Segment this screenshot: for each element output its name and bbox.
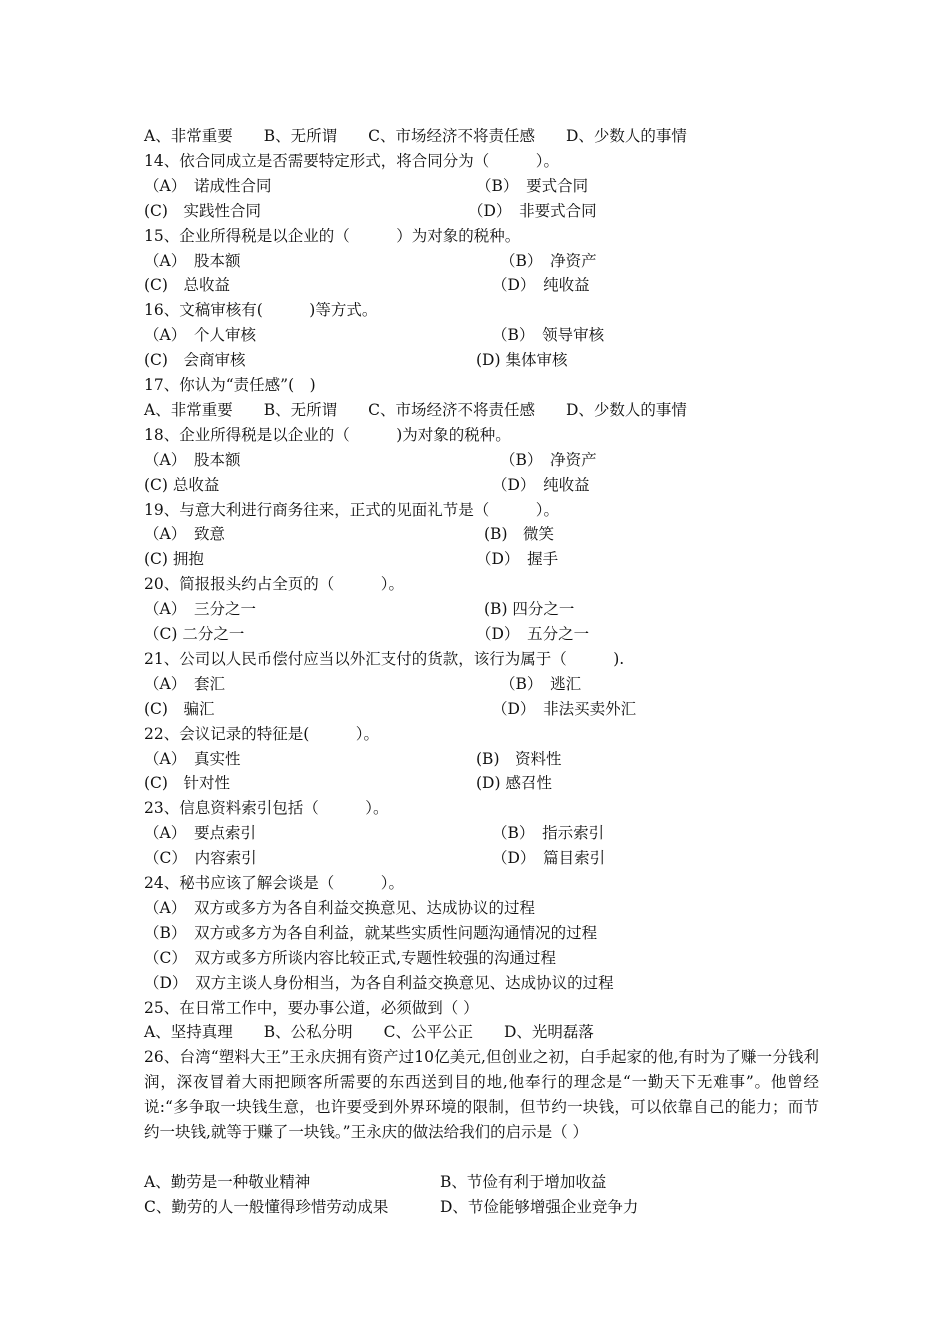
option-right: （D） 纯收益: [492, 276, 590, 294]
option-left: (C) 会商审核: [144, 351, 246, 369]
text-line: 19、与意大利进行商务往来，正式的见面礼节是（ ）。: [144, 501, 559, 519]
option-left: （A） 致意: [144, 525, 225, 543]
question-26-option: C、勤劳的人一般懂得珍惜劳动成果: [144, 1198, 389, 1216]
option-right: （D） 非法买卖外汇: [492, 700, 637, 718]
option-right: （D） 篇目索引: [492, 849, 606, 867]
option-left: （A） 个人审核: [144, 326, 256, 344]
text-line: A、非常重要 B、无所谓 C、市场经济不将责任感 D、少数人的事情: [144, 127, 687, 145]
text-line: 14、依合同成立是否需要特定形式，将合同分为（ ）。: [144, 152, 559, 170]
option-right: (B) 资料性: [476, 750, 562, 768]
text-line: A、坚持真理 B、公私分明 C、公平公正 D、光明磊落: [144, 1023, 594, 1041]
option-left: (C) 拥抱: [144, 550, 204, 568]
option-right: (B) 四分之一: [484, 600, 575, 618]
option-left: （A） 股本额: [144, 252, 241, 270]
question-26-option: A、勤劳是一种敬业精神: [144, 1173, 311, 1191]
text-line: 20、简报报头约占全页的（ ）。: [144, 575, 404, 593]
option-left: （A） 三分之一: [144, 600, 256, 618]
option-right: （B） 指示索引: [492, 824, 605, 842]
text-line: 17、你认为“责任感”( ): [144, 376, 316, 394]
option-left: (C) 总收益: [144, 276, 230, 294]
option-left: （C) 二分之一: [144, 625, 245, 643]
option-left: （A） 真实性: [144, 750, 241, 768]
option-right: （B） 逃汇: [500, 675, 582, 693]
text-line: 25、在日常工作中，要办事公道，必须做到（ ）: [144, 999, 479, 1017]
text-line: 18、企业所得税是以企业的（ )为对象的税种。: [144, 426, 511, 444]
option-left: (C) 针对性: [144, 774, 230, 792]
text-line: （D） 双方主谈人身份相当，为各自利益交换意见、达成协议的过程: [144, 974, 614, 992]
text-line: A、非常重要 B、无所谓 C、市场经济不将责任感 D、少数人的事情: [144, 401, 687, 419]
option-right: (D) 感召性: [476, 774, 552, 792]
text-line: 15、企业所得税是以企业的（ ）为对象的税种。: [144, 227, 521, 245]
option-right: （B） 要式合同: [476, 177, 589, 195]
option-left: （A） 股本额: [144, 451, 241, 469]
option-right: （D） 五分之一: [476, 625, 590, 643]
question-26-text: 26、台湾“塑料大王”王永庆拥有资产过10亿美元,但创业之初，白手起家的他,有时为了赚一分钱利润，深夜冒着大雨把顾客所需要的东西送到目的地,他奉行的理念是“一勤天下无难事”。他曾经说:“多争取一块钱生意，也许要受到外界环境的限制，但节约一块钱，可以依靠自己的能力；而节约一块钱,就等于赚了一块钱。”王永庆的做法给我们的启示是（ ）: [144, 1048, 819, 1141]
question-26-option: B、节俭有利于增加收益: [440, 1173, 607, 1191]
option-left: （A） 要点索引: [144, 824, 256, 842]
text-line: 22、会议记录的特征是( ）。: [144, 725, 380, 743]
option-left: （C） 内容索引: [144, 849, 257, 867]
option-right: (D) 集体审核: [476, 351, 568, 369]
option-right: （B） 净资产: [500, 252, 597, 270]
option-right: （D） 非要式合同: [468, 202, 597, 220]
option-left: （A） 诺成性合同: [144, 177, 272, 195]
option-left: （A） 套汇: [144, 675, 225, 693]
option-left: (C) 实践性合同: [144, 202, 261, 220]
text-line: （B） 双方或多方为各自利益，就某些实质性问题沟通情况的过程: [144, 924, 598, 942]
option-right: （B） 领导审核: [492, 326, 605, 344]
text-line: 16、文稿审核有( )等方式。: [144, 301, 378, 319]
text-line: 21、公司以人民币偿付应当以外汇支付的货款，该行为属于（ ).: [144, 650, 625, 668]
option-left: (C) 总收益: [144, 476, 220, 494]
option-right: （D） 纯收益: [492, 476, 590, 494]
option-right: (B) 微笑: [484, 525, 554, 543]
text-line: 24、秘书应该了解会谈是（ ）。: [144, 874, 404, 892]
text-line: （C） 双方或多方所谈内容比较正式,专题性较强的沟通过程: [144, 949, 557, 967]
text-line: 23、信息资料索引包括（ ）。: [144, 799, 389, 817]
option-right: （B） 净资产: [500, 451, 597, 469]
question-26-option: D、节俭能够增强企业竞争力: [440, 1198, 639, 1216]
option-right: （D） 握手: [476, 550, 559, 568]
text-line: （A） 双方或多方为各自利益交换意见、达成协议的过程: [144, 899, 535, 917]
option-left: (C) 骗汇: [144, 700, 215, 718]
